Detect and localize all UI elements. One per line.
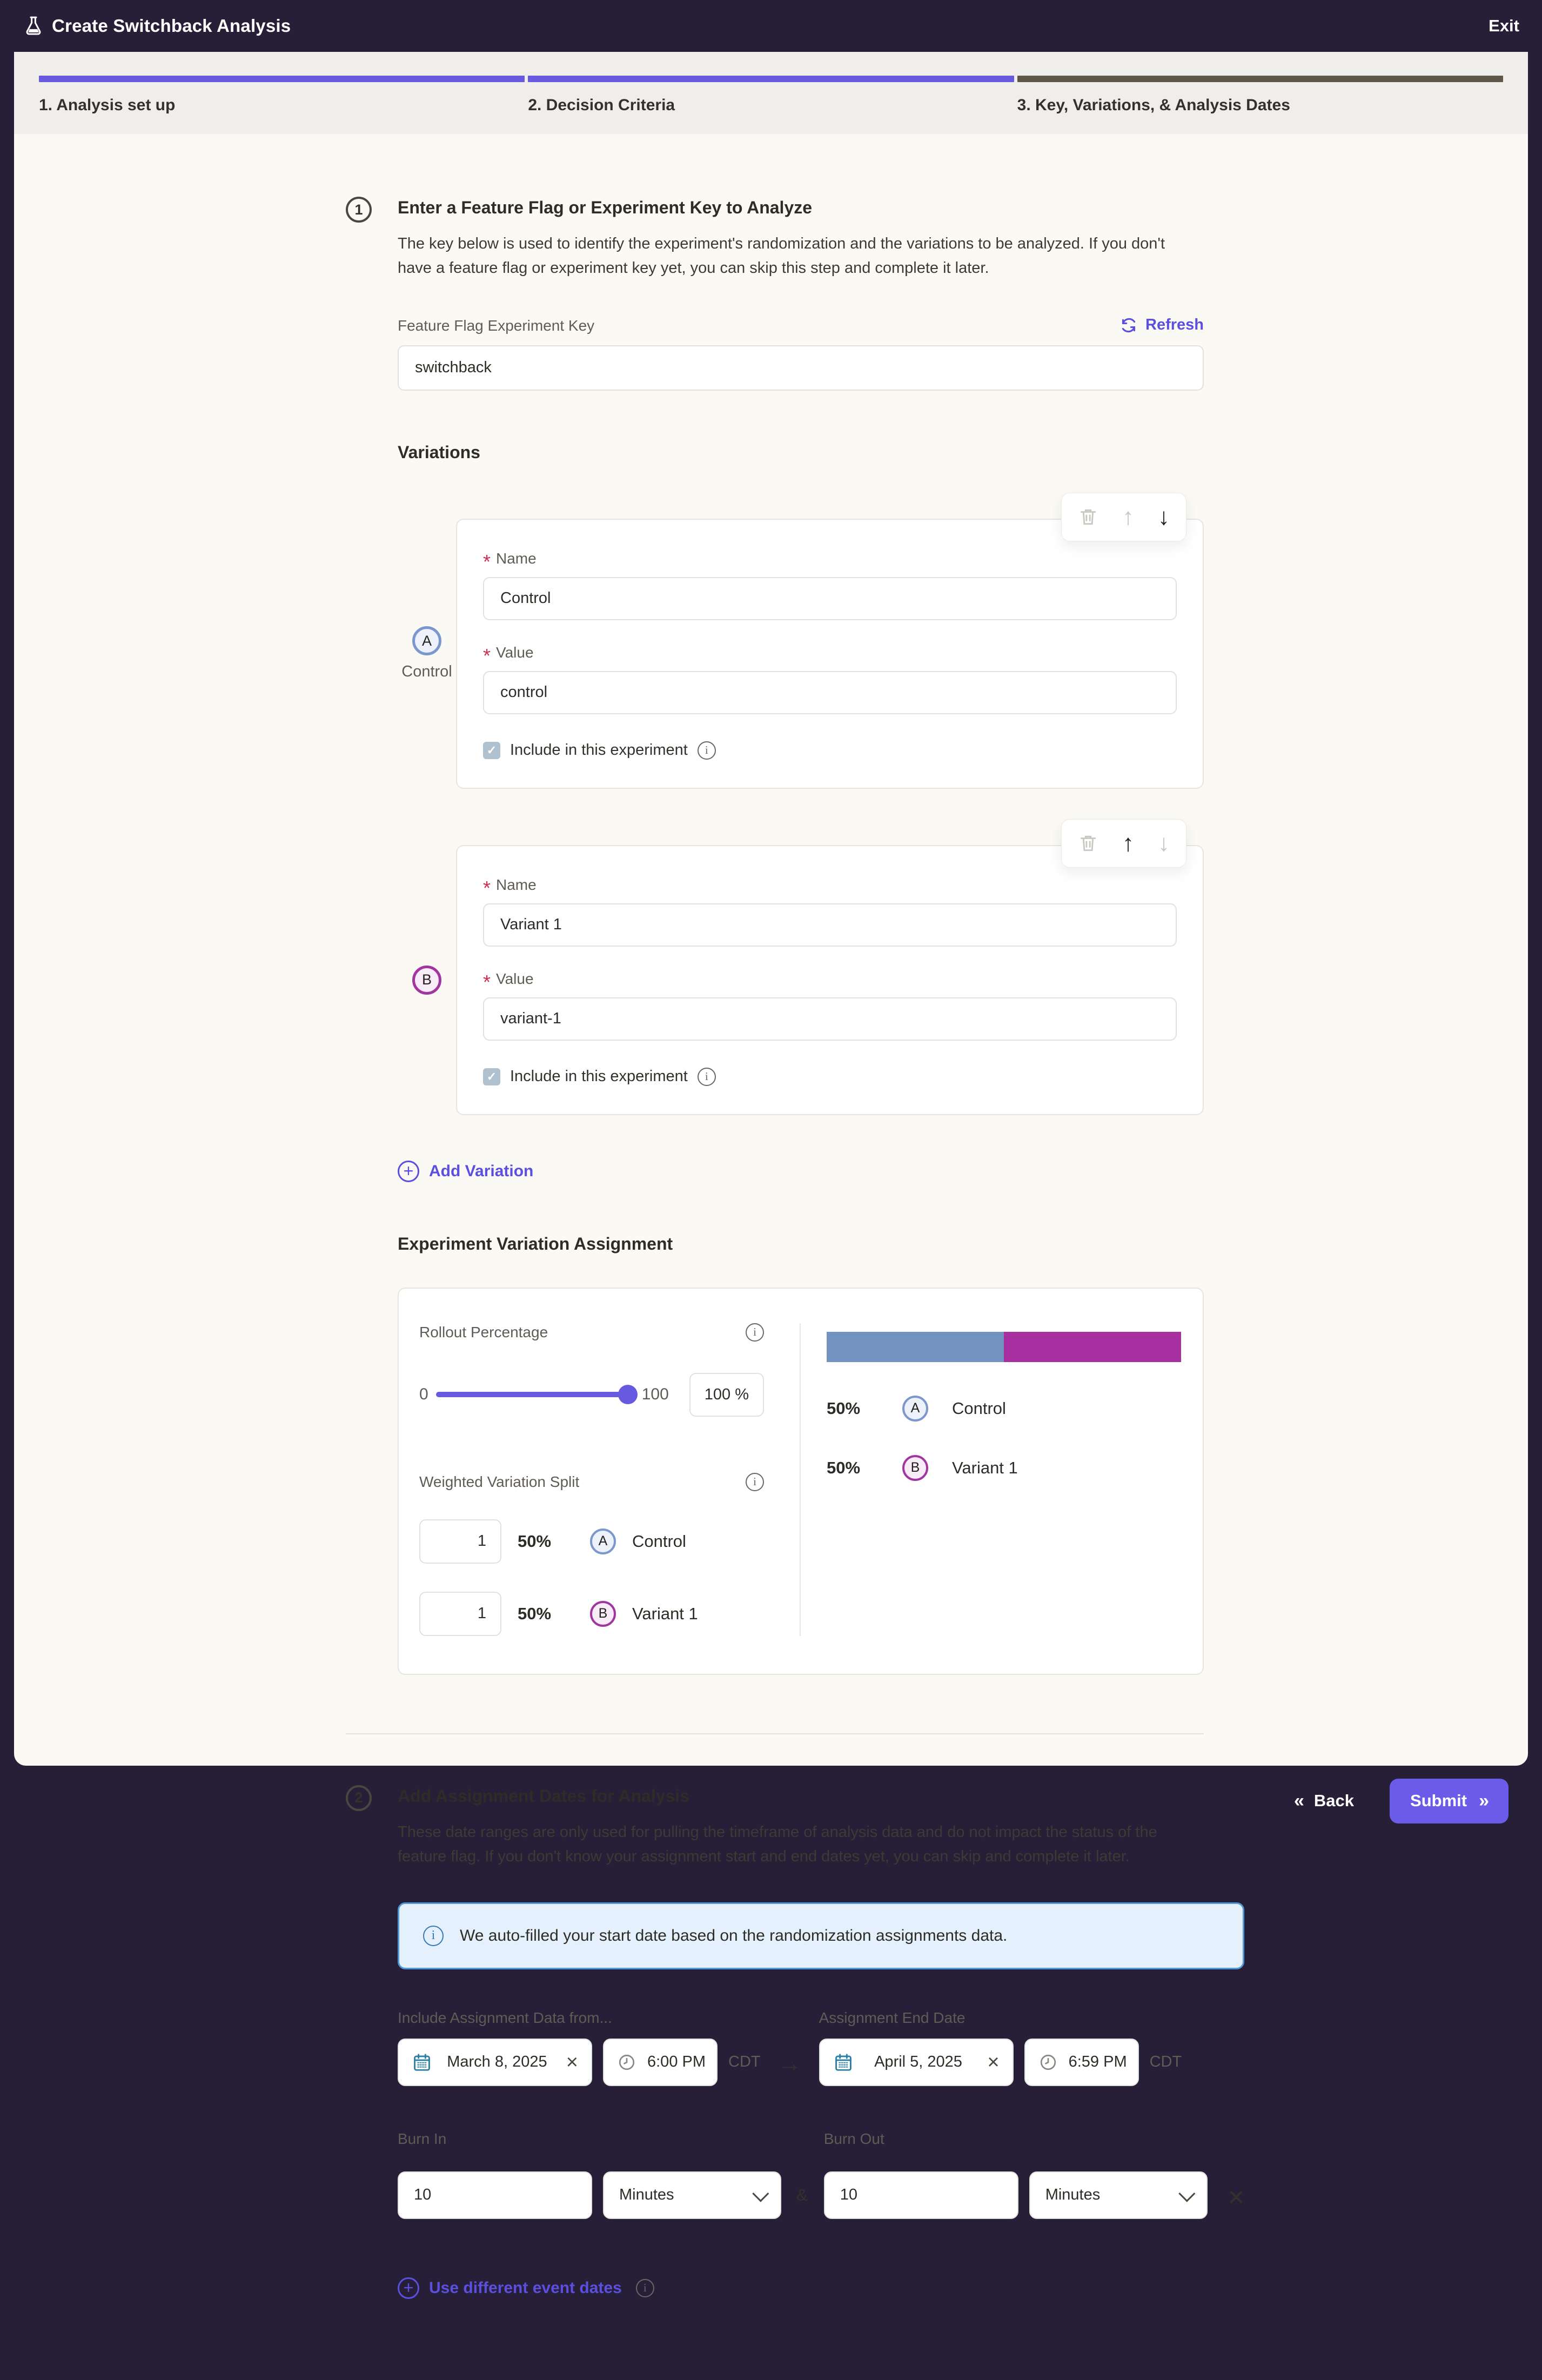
section-1-title: Enter a Feature Flag or Experiment Key to Analyze [398,198,813,217]
burn-out-label: Burn Out [823,2130,884,2147]
burn-out-input[interactable] [824,2171,1018,2219]
end-time-picker[interactable] [1024,2039,1139,2086]
section-assignment-dates [346,1786,1245,2299]
burn-settings-row [398,2130,1244,2219]
allocation-percent: 50% [827,1398,861,1418]
feature-flag-key-label: Feature Flag Experiment Key [398,317,595,334]
back-button[interactable] [1294,1791,1354,1812]
step-2-decision-criteria[interactable] [528,76,1014,134]
include-info-icon[interactable] [698,1068,716,1086]
allocation-name: Variant 1 [952,1458,1018,1477]
move-variation-down-icon[interactable]: ↓ [1158,503,1170,530]
start-date-value: March 8, 2025 [447,2053,547,2071]
name-field-label: * Name [483,876,1177,894]
variation-a-badge: A [590,1528,616,1554]
clear-end-date-icon[interactable]: × [987,2050,1000,2074]
section-feature-flag-key [346,198,1204,1786]
burn-in-unit-select[interactable] [603,2171,781,2219]
allocation-bar-control-segment [827,1332,1004,1362]
rollout-info-icon[interactable] [746,1323,764,1342]
include-experiment-checkbox[interactable] [483,1068,500,1085]
include-experiment-label: Include in this experiment [510,1068,688,1085]
exit-button[interactable]: Exit [1489,16,1519,35]
back-label: Back [1313,1791,1355,1810]
refresh-button[interactable] [1119,316,1204,334]
remove-burn-settings-icon[interactable]: × [1228,2181,1245,2213]
form-content [14,134,1528,2380]
allocation-row-variant-1 [827,1455,1181,1481]
date-range-arrow-icon: → [777,2050,802,2077]
autofill-info-banner [398,1902,1244,1969]
delete-variation-icon[interactable] [1078,833,1098,854]
split-percent: 50% [518,1604,552,1623]
slider-min-label: 0 [419,1385,428,1404]
flask-icon [23,15,44,37]
start-time-value: 6:00 PM [647,2053,706,2071]
section-2-description: These date ranges are only used for pulling the timeframe of analysis data and do not impact the status of the feature flag. If you don't know your assignment start and end dates yet, you can skip and complete it later. [398,1823,1157,1865]
step-progress [14,52,1528,134]
burn-out-unit-value: Minutes [1045,2186,1101,2204]
weight-input-control[interactable] [419,1519,501,1564]
top-bar [0,0,1542,52]
chevron-down-icon [1178,2185,1195,2202]
split-percent: 50% [518,1531,552,1551]
variation-b-badge: B [412,966,441,995]
add-variation-label: Add Variation [429,1162,534,1180]
calendar-icon [412,2052,432,2073]
variation-card-row [398,829,1204,1115]
plus-circle-icon: + [398,2277,419,2299]
section-2-title: Add Assignment Dates for Analysis [398,1786,689,1806]
split-name: Control [632,1531,686,1551]
section-2-number: 2 [346,1785,372,1811]
submit-chevrons-icon: » [1479,1790,1488,1811]
name-field-label: * Name [483,550,1177,567]
step-3-progress-bar [1017,76,1503,82]
variation-a-value-input[interactable] [483,671,1177,714]
variation-b-badge: B [590,1601,616,1627]
step-1-label: 1. Analysis set up [39,96,176,114]
end-date-label: Assignment End Date [819,2009,966,2026]
refresh-label: Refresh [1145,316,1204,334]
clock-icon [1038,2053,1058,2072]
rollout-value-box[interactable]: 100 % [689,1373,764,1417]
section-1-description: The key below is used to identify the experiment's randomization and the variations to be analyzed. If you don't have a feature flag or experiment key yet, you can skip this step and complete it later. [398,235,1165,277]
end-date-value: April 5, 2025 [874,2053,962,2071]
variation-a-badge: A [902,1396,928,1422]
start-time-picker[interactable] [603,2039,718,2086]
include-experiment-label: Include in this experiment [510,741,688,759]
weighted-split-label: Weighted Variation Split [419,1473,580,1490]
section-1-number: 1 [346,197,372,223]
burn-out-unit-select[interactable] [1029,2171,1208,2219]
include-experiment-checkbox[interactable] [483,742,500,759]
variation-a-name-input[interactable] [483,577,1177,620]
page-title: Create Switchback Analysis [52,16,291,36]
variation-a-card [456,503,1204,789]
rollout-slider[interactable] [436,1392,634,1397]
variation-b-value-input[interactable] [483,997,1177,1041]
rollout-slider-handle[interactable] [618,1385,638,1404]
back-chevrons-icon: « [1293,1790,1303,1811]
step-3-label: 3. Key, Variations, & Analysis Dates [1017,96,1290,114]
variation-b-card [456,829,1204,1115]
variation-a-badge: A [412,626,441,655]
submit-label: Submit [1410,1791,1467,1810]
start-timezone: CDT [728,2053,761,2071]
banner-info-icon [423,1926,444,1946]
add-variation-button[interactable] [398,1161,533,1182]
event-dates-info-icon[interactable] [636,2279,654,2297]
clear-start-date-icon[interactable]: × [566,2050,578,2074]
move-variation-up-icon[interactable]: ↑ [1122,503,1134,530]
section-divider [346,1733,1204,1734]
split-name: Variant 1 [632,1604,698,1623]
allocation-bar-variant-segment [1004,1332,1181,1362]
split-row-variant-1 [419,1592,764,1636]
ampersand-separator: & [796,2185,808,2204]
delete-variation-icon[interactable] [1078,507,1098,527]
submit-button[interactable] [1390,1779,1509,1823]
variation-a-toolbar [1061,493,1186,541]
rollout-percentage-label: Rollout Percentage [419,1323,548,1340]
burn-in-unit-value: Minutes [619,2186,674,2204]
chevron-down-icon [752,2185,769,2202]
use-different-event-dates-label: Use different event dates [429,2278,622,2297]
weight-input-variant-1[interactable] [419,1592,501,1636]
allocation-bar [827,1332,1181,1362]
weighted-split-info-icon[interactable] [746,1473,764,1491]
end-time-value: 6:59 PM [1068,2053,1127,2071]
assignment-heading: Experiment Variation Assignment [398,1233,673,1253]
variations-heading: Variations [398,442,480,462]
use-different-event-dates-button[interactable] [398,2277,622,2299]
step-2-progress-bar [528,76,1014,82]
allocation-percent: 50% [827,1458,861,1477]
banner-text: We auto-filled your start date based on the randomization assignments data. [460,1926,1008,1945]
refresh-icon [1119,316,1138,334]
value-field-label: * Value [483,970,1177,988]
move-variation-up-icon[interactable]: ↑ [1122,829,1134,856]
variation-b-badge: B [902,1455,928,1481]
step-1-analysis-setup[interactable] [39,76,525,134]
end-date-picker[interactable] [819,2039,1014,2086]
burn-in-input[interactable] [398,2171,592,2219]
allocation-name: Control [952,1398,1006,1418]
burn-in-label: Burn In [398,2130,447,2147]
assignment-dates-row [398,2009,1244,2086]
variation-card-row [398,503,1204,789]
variation-b-toolbar [1061,819,1186,868]
include-info-icon[interactable] [698,741,716,760]
plus-circle-icon: + [398,1161,419,1182]
step-2-label: 2. Decision Criteria [528,96,675,114]
allocation-row-control [827,1396,1181,1422]
step-1-progress-bar [39,76,525,82]
move-variation-down-icon[interactable]: ↓ [1158,829,1170,856]
start-date-label: Include Assignment Data from... [398,2009,612,2026]
variation-assignment-card [398,1288,1204,1675]
value-field-label: * Value [483,644,1177,661]
slider-max-label: 100 [641,1385,669,1404]
variation-a-caption: Control [401,663,452,681]
end-timezone: CDT [1149,2053,1182,2071]
step-3-key-variations-dates[interactable] [1017,76,1503,134]
feature-flag-key-input[interactable] [398,345,1204,391]
start-date-picker[interactable] [398,2039,592,2086]
split-row-control [419,1519,764,1564]
clock-icon [617,2053,636,2072]
calendar-icon [833,2052,854,2073]
variation-b-name-input[interactable] [483,903,1177,947]
